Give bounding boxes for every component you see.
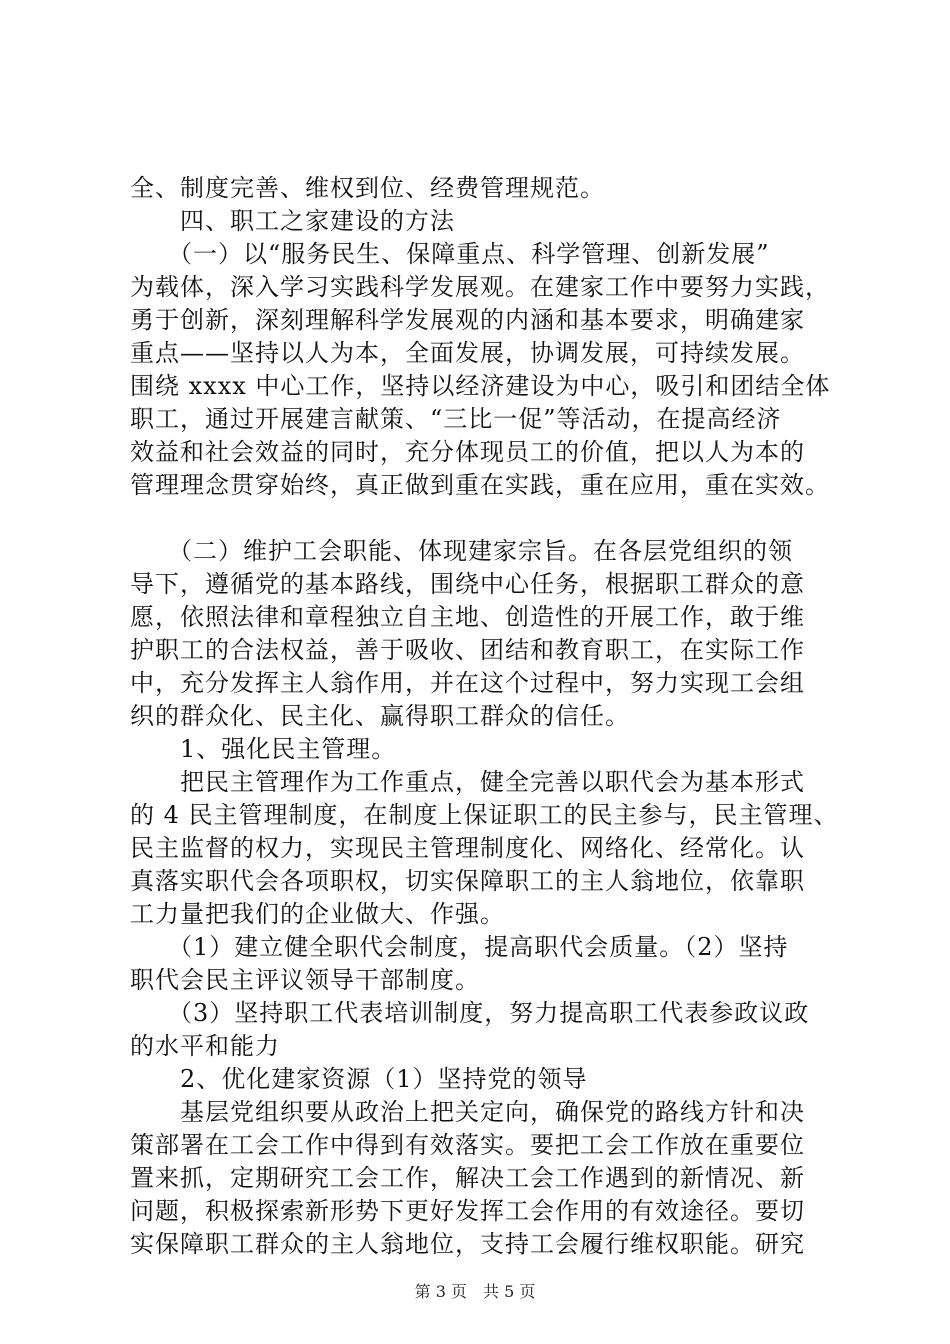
text-line-31: 问题，积极探索新形势下更好发挥工会作用的有效途径。要切 [130,1197,805,1225]
text-line-32: 实保障职工群众的主人翁地位，支持工会履行维权职能。研究 [130,1230,805,1258]
text-line-6: 重点——坚持以人为本，全面发展，协调发展，可持续发展。 [130,339,805,367]
text-line-22: 工力量把我们的企业做大、作强。 [130,900,505,928]
text-line-16: 织的群众化、民主化、赢得职工群众的信任。 [130,702,630,730]
text-line-25: （3）坚持职工代表培训制度，努力提高职工代表参政议政 [130,999,810,1027]
text-line-9: 效益和社会效益的同时，充分体现员工的价值，把以人为本的 [130,438,805,466]
text-line-23: （1）建立健全职代会制度，提高职代会质量。（2）坚持 [130,933,789,961]
page-footer: 第 3 页 共 5 页 [414,1282,536,1301]
section-heading: 四、职工之家建设的方法 [130,207,455,235]
text-line-19: 的 4 民主管理制度，在制度上保证职工的民主参与，民主管理、 [130,801,839,829]
text-line-8: 职工，通过开展建言献策、“三比一促”等活动，在提高经济 [130,405,782,433]
text-line-5: 勇于创新，深刻理解科学发展观的内涵和基本要求，明确建家 [130,306,805,334]
text-line-15: 中，充分发挥主人翁作用，并在这个过程中，努力实现工会组 [130,669,805,697]
text-line-14: 护职工的合法权益，善于吸收、团结和教育职工，在实际工作 [130,636,805,664]
text-line-24: 职代会民主评议领导干部制度。 [130,966,480,994]
text-line-7: 围绕 xxxx 中心工作，坚持以经济建设为中心，吸引和团结全体 [130,372,831,400]
text-line-28: 基层党组织要从政治上把关定向，确保党的路线方针和决 [130,1098,805,1126]
text-line-1: 全、制度完善、维权到位、经费管理规范。 [130,174,605,202]
text-line-30: 置来抓，定期研究工会工作，解决工会工作遇到的新情况、新 [130,1164,805,1192]
text-line-3: （一）以“服务民生、保障重点、科学管理、创新发展” [130,240,770,268]
text-line-26: 的水平和能力 [130,1032,280,1060]
subheading-1: 1、强化民主管理。 [130,735,397,763]
text-line-4: 为载体，深入学习实践科学发展观。在建家工作中要努力实践， [130,273,830,301]
subheading-2: 2、优化建家资源（1）坚持党的领导 [130,1065,588,1093]
text-line-13: 愿，依照法律和章程独立自主地、创造性的开展工作，敢于维 [130,603,805,631]
text-line-21: 真落实职代会各项职权，切实保障职工的主人翁地位，依靠职 [130,867,805,895]
text-line-18: 把民主管理作为工作重点，健全完善以职代会为基本形式 [130,768,805,796]
text-line-11: （二）维护工会职能、体现建家宗旨。在各层党组织的领 [130,537,793,565]
text-line-10: 管理理念贯穿始终，真正做到重在实践，重在应用，重在实效。 [130,471,830,499]
text-line-29: 策部署在工会工作中得到有效落实。要把工会工作放在重要位 [130,1131,805,1159]
text-line-20: 民主监督的权力，实现民主管理制度化、网络化、经常化。认 [130,834,805,862]
text-line-12: 导下，遵循党的基本路线，围绕中心任务，根据职工群众的意 [130,570,805,598]
